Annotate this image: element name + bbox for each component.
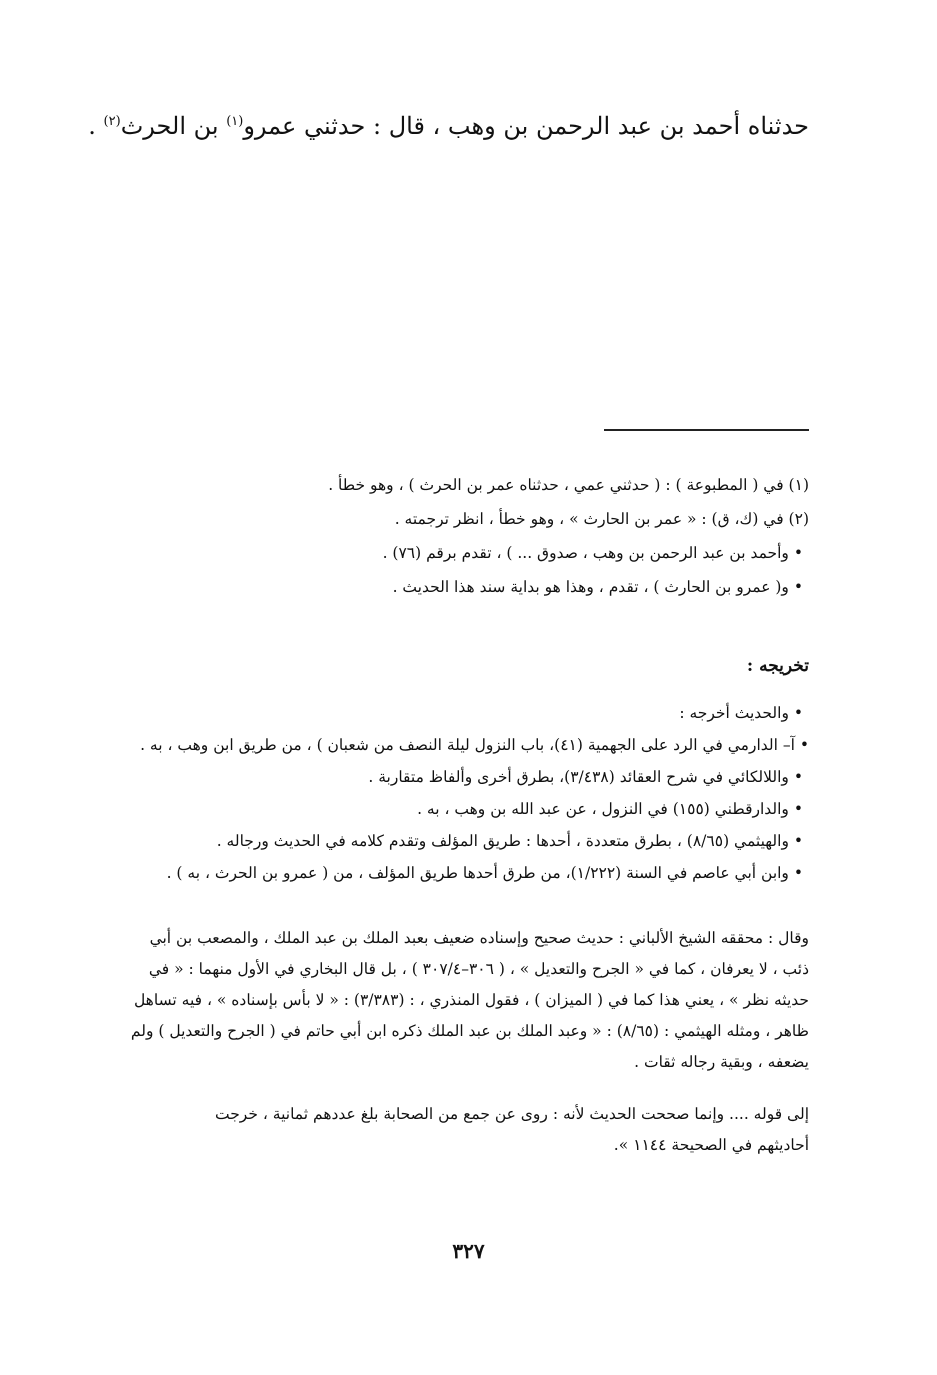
takhrij-line-3: • واللالكائي في شرح العقائد (٣/٤٣٨)، بطرق أخرى وألفاظ متقاربة . [368, 768, 803, 786]
footnotes [119, 468, 809, 604]
hadith-text-part1: حدثناه أحمد بن عبد الرحمن بن وهب ، قال : حدثني عمرو [243, 112, 809, 140]
hadith-text-part2: بن الحرث [120, 112, 227, 140]
takhrij-line-6: • وابن أبي عاصم في السنة (١/٢٢٢)، من طرق أحدها طريق المؤلف ، من ( عمرو بن الحرث ، به ) . [166, 864, 803, 882]
takhrij-line-4: • والدارقطني (١٥٥) في النزول ، عن عبد الله بن وهب ، به . [417, 800, 803, 818]
commentary-line-3: حديثه نظر » ، يعني هذا كما في ( الميزان ) ، فقول المنذري ، : (٣/٣٨٣) : « لا بأس بإسناده » ، فيه تساهل [133, 991, 809, 1009]
takhrij-line-2: • آ– الدارمي في الرد على الجهمية (٤١)، باب النزول ليلة النصف من شعبان ) ، من طريق ابن وهب ، به . [140, 736, 809, 754]
page-number: ٣٢٧ [452, 1239, 485, 1263]
footnote-separator [604, 429, 809, 431]
closing-line-1: إلى قوله .... وإنما صححت الحديث لأنه : روى عن جمع من الصحابة بلغ عددهم ثمانية ، خرجت [214, 1105, 809, 1123]
footnote-ref-1[interactable]: (١) [226, 114, 244, 129]
footnote-bullet-2: • و( عمرو بن الحارث ) ، تقدم ، وهذا هو بداية سند هذا الحديث . [392, 578, 803, 596]
takhrij-line-1: • والحديث أخرجه : [679, 704, 803, 722]
closing-paragraph [129, 1099, 809, 1161]
takhrij-line-5: • والهيثمي (٨/٦٥) ، بطرق متعددة ، أحدها : طريق المؤلف وتقدم كلامه في الحديث ورجاله . [216, 832, 803, 850]
footnote-ref-2[interactable]: (٢) [103, 114, 121, 129]
footnote-bullet-1: • وأحمد بن عبد الرحمن بن وهب ، صدوق ... ) ، تقدم برقم (٧٦) . [382, 544, 803, 562]
footnote-1: (١) في ( المطبوعة ) : ( حدثني عمي ، حدثناه عمر بن الحرث ) ، وهو خطأ . [328, 476, 809, 494]
hadith-chain-text [88, 102, 809, 146]
footnote-2: (٢) في (ك، ق) : « عمر بن الحارث » ، وهو خطأ ، انظر ترجمته . [394, 510, 809, 528]
commentary-line-5: يضعفه ، وبقية رجاله ثقات . [634, 1053, 809, 1071]
closing-line-2: أحاديثهم في الصحيحة ١١٤٤ ». [613, 1136, 809, 1154]
albani-commentary [129, 923, 809, 1078]
takhrij-list [119, 697, 809, 889]
commentary-line-1: وقال : محققه الشيخ الألباني : حديث صحيح وإسناده ضعيف بعبد الملك بن عبد الملك ، والمصعب بن أبي [149, 929, 809, 947]
commentary-line-2: ذئب ، لا يعرفان ، كما في « الجرح والتعديل » ، ( ٣٠٦–٣٠٧/٤ ) ، بل قال البخاري في الأول منهما : « في [148, 960, 809, 978]
hadith-text-end: . [88, 112, 104, 140]
takhrij-heading: تخريجه : [746, 656, 809, 676]
commentary-line-4: ظاهر ، ومثله الهيثمي : (٨/٦٥) : « وعبد الملك بن عبد الملك ذكره ابن أبي حاتم في ( الجرح والتعديل ) ولم [130, 1022, 809, 1040]
